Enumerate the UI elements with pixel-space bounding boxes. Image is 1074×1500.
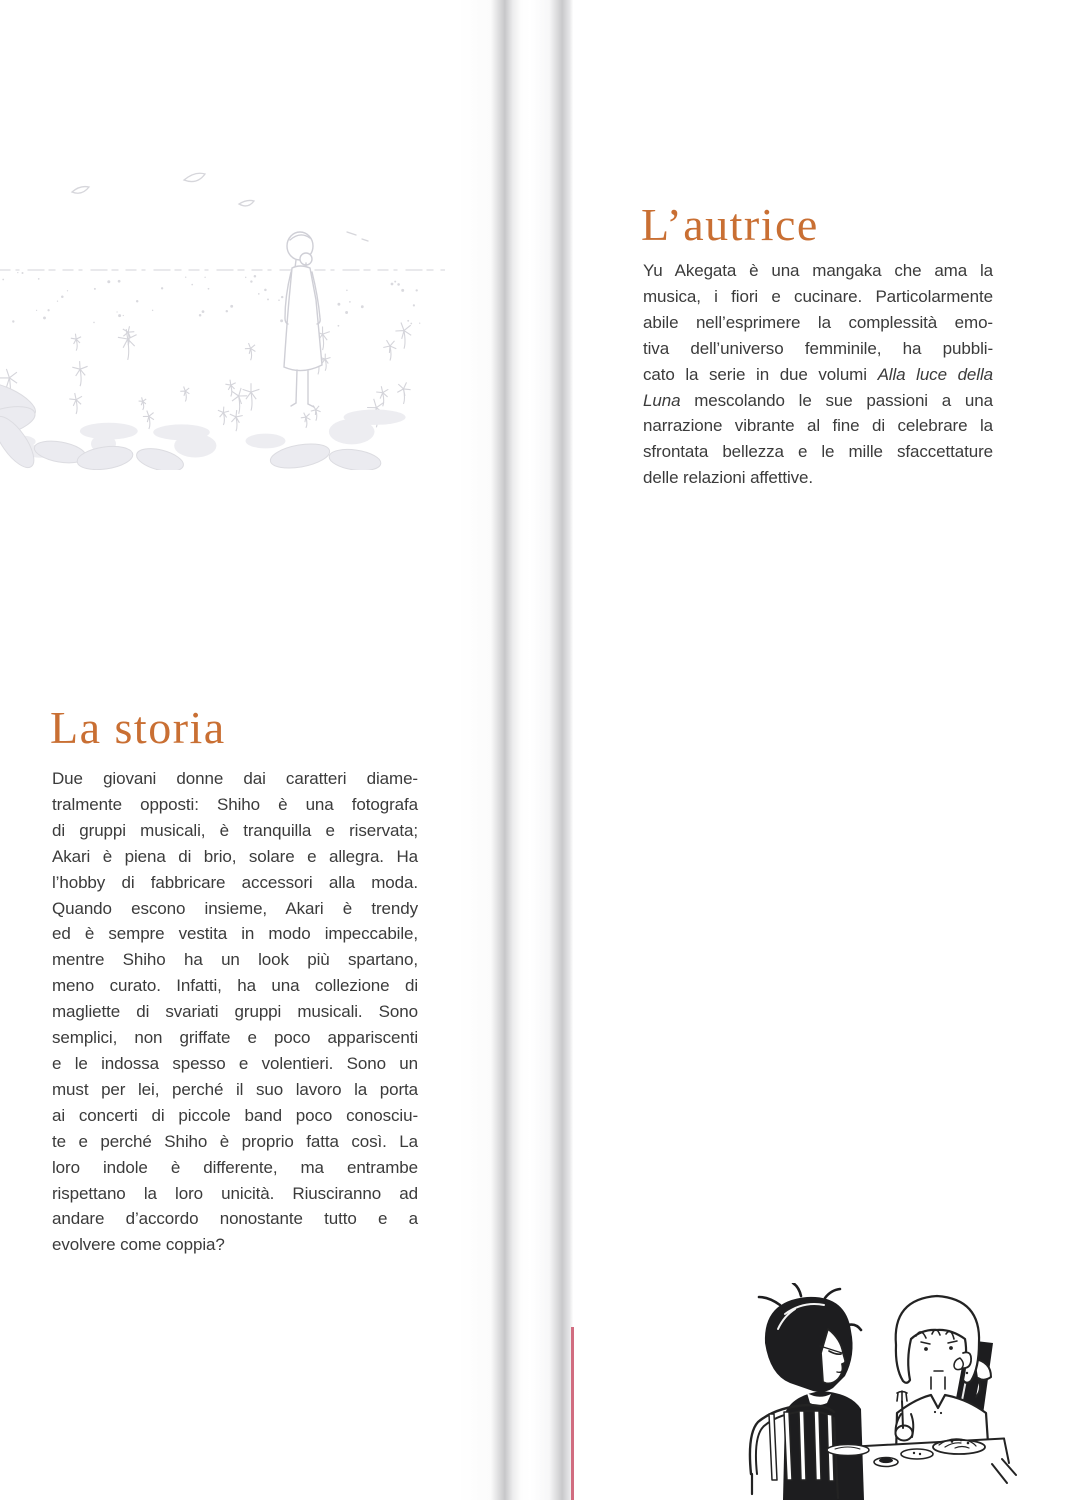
right-page bbox=[575, 0, 1074, 1500]
body-line: Akari è piena di brio, solare e allegra. Ha bbox=[52, 846, 418, 866]
body-line: abile nell’esprimere la complessità emo- bbox=[643, 312, 993, 332]
body-line: te e perché Shiho è proprio fatta così. La bbox=[52, 1131, 418, 1151]
meadow-scatter bbox=[0, 272, 420, 458]
story-heading: La storia bbox=[50, 702, 226, 753]
body-line: ai concerti di piccole band poco conosciu- bbox=[52, 1105, 418, 1125]
body-line: magliette di svariati gruppi musicali. Sono bbox=[52, 1002, 418, 1022]
body-line: meno curato. Infatti, ha una collezione di bbox=[52, 976, 418, 996]
author-text bbox=[643, 258, 993, 491]
body-line: di gruppi musicali, è tranquilla e riservata; bbox=[52, 820, 418, 840]
body-line: must per lei, perché il suo lavoro la porta bbox=[52, 1079, 418, 1099]
body-line: rispettano la loro unicità. Riusciranno ad bbox=[52, 1183, 418, 1203]
body-line: sfrontata bellezza e le mille sfaccettature bbox=[643, 442, 993, 462]
body-line: Quando escono insieme, Akari è trendy bbox=[52, 898, 418, 918]
body-line: e le indossa spesso e volentieri. Sono un bbox=[52, 1053, 418, 1073]
body-line: l’hobby di fabbricare accessori alla moda. bbox=[52, 872, 418, 892]
body-line: delle relazioni affettive. bbox=[643, 468, 814, 488]
body-line: loro indole è differente, ma entrambe bbox=[52, 1157, 418, 1177]
body-line: semplici, non griffate e poco appariscenti bbox=[52, 1028, 418, 1048]
body-line: tiva dell’universo femminile, ha pubbli- bbox=[643, 338, 993, 358]
page-fold bbox=[458, 0, 575, 1500]
girl-figure bbox=[284, 232, 322, 407]
body-line: evolvere come coppia? bbox=[52, 1235, 225, 1255]
dinner-scene-illustration bbox=[745, 1283, 1074, 1500]
cover-edge-red-line bbox=[571, 1327, 574, 1500]
body-line: musica, i fiori e cucinare. Particolarmente bbox=[643, 286, 993, 306]
body-line: narrazione vibrante al fine di celebrare la bbox=[643, 416, 993, 436]
body-line: tralmente opposti: Shiho è una fotografa bbox=[52, 794, 418, 814]
meadow-girl-illustration bbox=[0, 160, 445, 470]
body-line: cato la serie in due volumi Alla luce della bbox=[643, 364, 993, 384]
left-page bbox=[0, 0, 505, 1500]
story-text bbox=[52, 766, 418, 1258]
body-line: mentre Shiho ha un look più spartano, bbox=[52, 950, 418, 970]
body-line: Yu Akegata è una mangaka che ama la bbox=[643, 261, 993, 280]
body-line: Due giovani donne dai caratteri diame- bbox=[52, 769, 418, 788]
body-line: ed è sempre vestita in modo impeccabile, bbox=[52, 924, 418, 944]
author-heading: L’autrice bbox=[641, 199, 819, 250]
body-line: Luna mescolando le sue passioni a una bbox=[643, 390, 993, 410]
body-line: andare d’accordo nonostante tutto e a bbox=[52, 1209, 418, 1229]
